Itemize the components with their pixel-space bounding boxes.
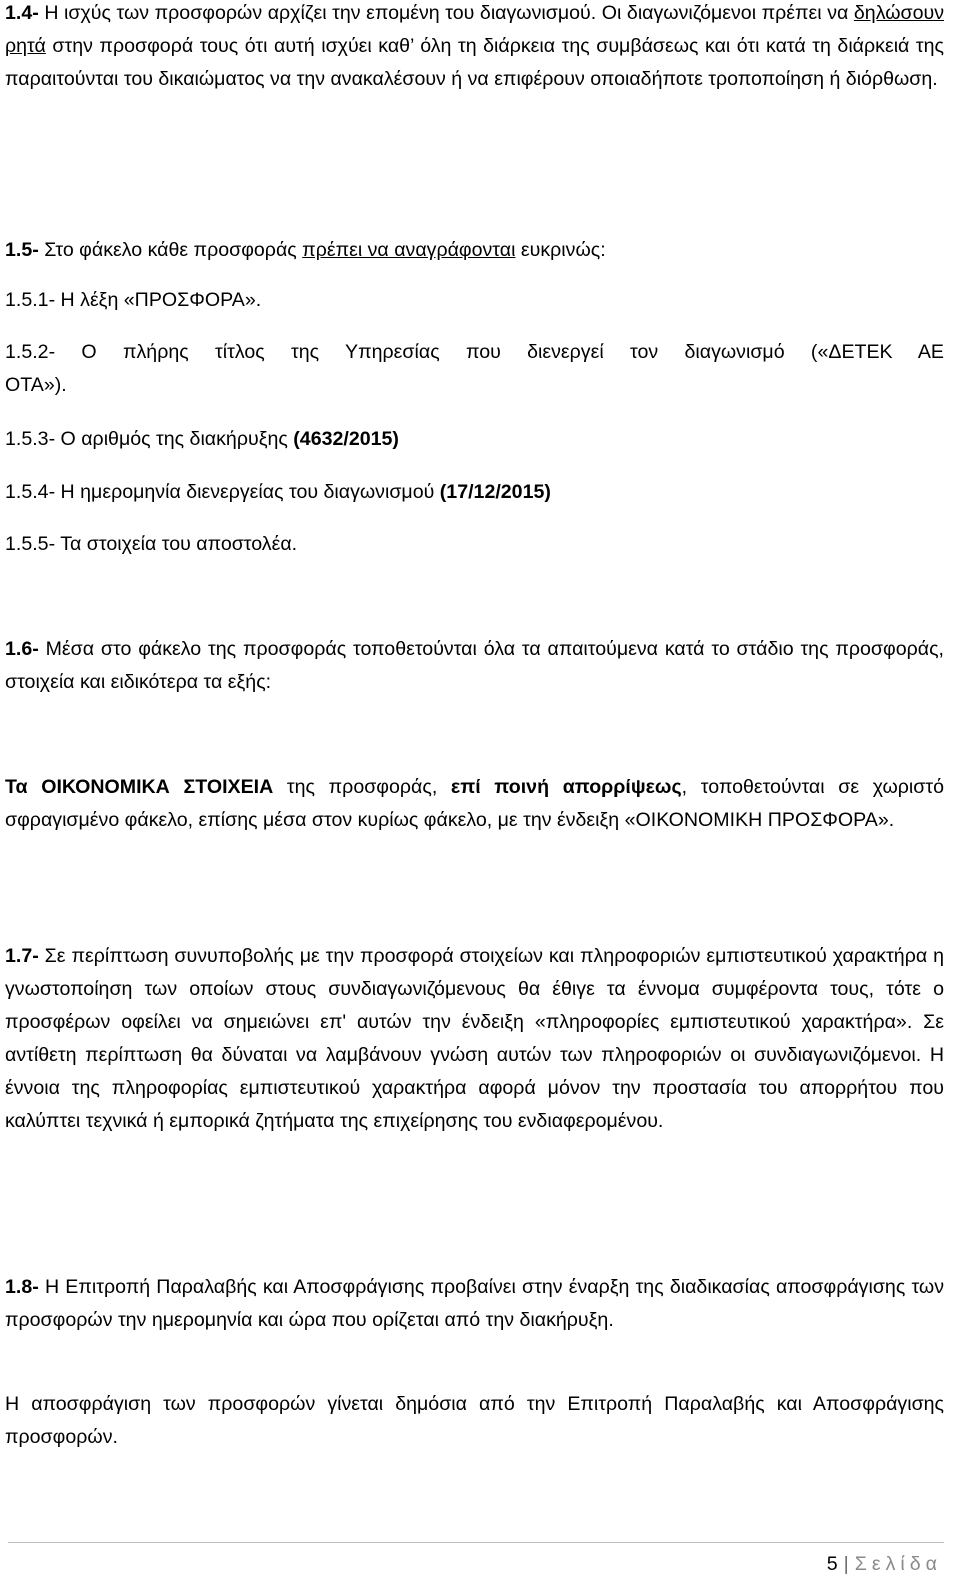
paragraph-financial-data: Τα ΟΙΚΟΝΟΜΙΚΑ ΣΤΟΙΧΕΙΑ της προσφοράς, επί ποινή απορρίψεως, τοποθετούνται σε χωριστό σφραγισμένο φάκελο, επίσης μέσα στον κυρίως φάκελο, με την ένδειξη «ΟΙΚΟΝΟΜΙΚΗ ΠΡΟΣΦΟΡΑ».	[5, 776, 945, 831]
section-number: 1.6-	[5, 638, 39, 660]
paragraph-1-6: 1.6- Μέσα στο φάκελο της προσφοράς τοποθετούνται όλα τα απαιτούμενα κατά το στάδιο της προσφοράς, στοιχεία και ειδικότερα τα εξής:	[5, 638, 944, 693]
paragraph-opening: Η αποσφράγιση των προσφορών γίνεται δημόσια από την Επιτροπή Παραλαβής και Αποσφράγισης προσφορών.	[5, 1393, 944, 1448]
underlined-text: δηλώσουν ρητά	[5, 2, 944, 57]
page-label: Σελίδα	[854, 1553, 942, 1575]
item-1-5-4: 1.5.4- Η ημερομηνία διενεργείας του διαγωνισμού (17/12/2015)	[5, 481, 551, 503]
item-1-5-2-line-1: 1.5.2- Ο πλήρης τίτλος της Υπηρεσίας που διενεργεί τον διαγωνισμό («ΔΕΤΕΚ ΑΕ	[5, 341, 944, 363]
page-footer	[827, 1549, 942, 1579]
footer-divider	[8, 1542, 944, 1543]
paragraph-1-7: 1.7- Σε περίπτωση συνυποβολής με την προσφορά στοιχείων και πληροφοριών εμπιστευτικού χαρακτήρα η γνωστοποίηση των οποίων στους συνδιαγωνιζόμενους θα έθιγε τα έννομα συμφέροντα τους, τότε ο προσφέρων οφείλει να σημειώνει επ' αυτών την ένδειξη «πληροφορίες εμπιστευτικού χαρακτήρα». Σε αντίθετη περίπτωση θα δύναται να λαμβάνουν γνώση αυτών των πληροφοριών οι συνδιαγωνιζόμενοι. Η έννοια της πληροφορίας εμπιστευτικού χαρακτήρα αφορά μόνον την προστασία του απορρήτου που καλύπτει τεχνικά ή εμπορικά ζητήματα της επιχείρησης του ενδιαφερομένου.	[5, 945, 944, 1132]
item-1-5-1: 1.5.1- Η λέξη «ΠΡΟΣΦΟΡΑ».	[5, 289, 262, 311]
item-1-5-3: 1.5.3- Ο αριθμός της διακήρυξης (4632/2015)	[5, 428, 399, 450]
item-1-5-2-line-2: ΟΤΑ»).	[5, 374, 67, 396]
page-number: 5	[826, 1553, 838, 1575]
paragraph-1-4: 1.4- Η ισχύς των προσφορών αρχίζει την επομένη του διαγωνισμού. Οι διαγωνιζόμενοι πρέπει να δηλώσουν ρητά στην προσφορά τους ότι αυτή ισχύει καθ’ όλη τη διάρκεια της συμβάσεως και ότι κατά τη διάρκειά της παραιτούνται του δικαιώματος να την ανακαλέσουν ή να επιφέρουν οποιαδήποτε τροποποίηση ή διόρθωση.	[5, 2, 944, 90]
section-number: 1.7-	[5, 945, 39, 967]
section-number: 1.8-	[5, 1276, 39, 1298]
section-number: 1.4-	[5, 2, 39, 24]
tender-date: (17/12/2015)	[439, 481, 551, 503]
paragraph-1-5: 1.5- Στο φάκελο κάθε προσφοράς πρέπει να αναγράφονται ευκρινώς:	[5, 239, 606, 261]
footer-separator: |	[843, 1553, 849, 1575]
notice-number: (4632/2015)	[293, 428, 399, 450]
bold-text: Τα ΟΙΚΟΝΟΜΙΚΑ ΣΤΟΙΧΕΙΑ	[5, 776, 274, 798]
bold-text: επί ποινή απορρίψεως	[450, 776, 682, 798]
item-1-5-5: 1.5.5- Τα στοιχεία του αποστολέα.	[5, 533, 298, 555]
section-number: 1.5-	[5, 239, 39, 261]
underlined-text: πρέπει να αναγράφονται	[302, 239, 516, 261]
paragraph-1-8: 1.8- Η Επιτροπή Παραλαβής και Αποσφράγισης προβαίνει στην έναρξη της διαδικασίας αποσφράγισης των προσφορών την ημερομηνία και ώρα που ορίζεται από την διακήρυξη.	[5, 1276, 944, 1331]
